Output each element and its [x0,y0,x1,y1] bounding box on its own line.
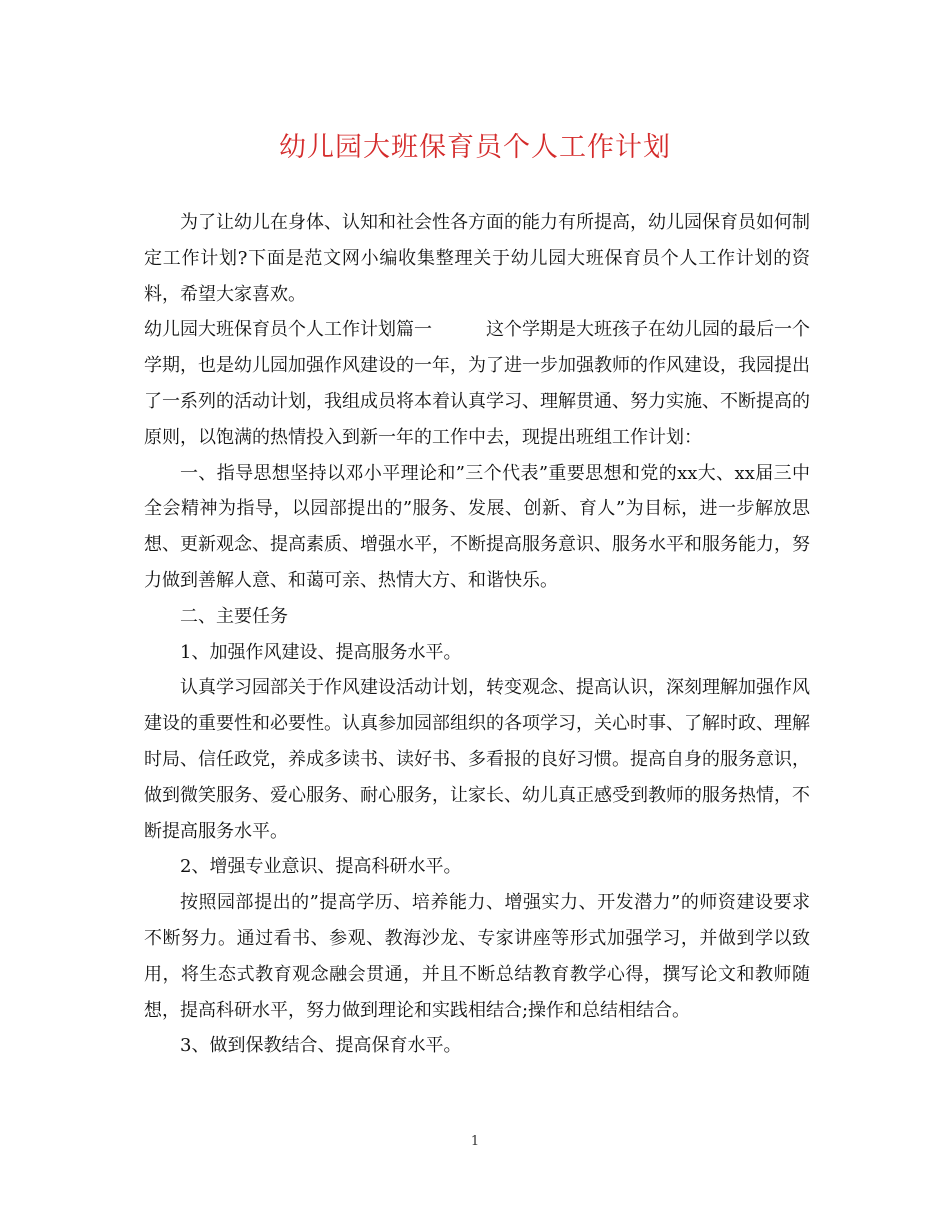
task-2-paragraph: 按照园部提出的”提高学历、培养能力、增强实力、开发潜力”的师资建设要求不断努力。通过看书、参观、教海沙龙、专家讲座等形式加强学习，并做到学以致用，将生态式教育观念融会贯通，并且不断总结教育教学心得，撰写论文和教师随想，提高科研水平，努力做到理论和实践相结合;操作和总结相结合。 [144,892,810,1021]
guiding-ideology-paragraph: 一、指导思想坚持以邓小平理论和”三个代表”重要思想和党的xx大、xx届三中全会精神为指导，以园部提出的”服务、发展、创新、育人”为目标，进一步解放思想、更新观念、提高素质、增强水平，不断提高服务意识、服务水平和服务能力，努力做到善解人意、和蔼可亲、热情大方、和谐快乐。 [144,462,810,591]
task-1-heading: 1、加强作风建设、提高服务水平。 [180,641,462,663]
task-2-heading: 2、增强专业意识、提高科研水平。 [180,856,462,878]
page-number: 1 [470,1134,480,1149]
intro-paragraph: 为了让幼儿在身体、认知和社会性各方面的能力有所提高，幼儿园保育员如何制定工作计划?下面是范文网小编收集整理关于幼儿园大班保育员个人工作计划的资料，希望大家喜欢。 [144,212,810,305]
document-body [144,205,810,1064]
task-1-paragraph: 认真学习园部关于作风建设活动计划，转变观念、提高认识，深刻理解加强作风建设的重要性和必要性。认真参加园部组织的各项学习，关心时事、了解时政、理解时局、信任政党，养成多读书、读好书、多看报的良好习惯。提高自身的服务意识，做到微笑服务、爱心服务、耐心服务，让家长、幼儿真正感受到教师的服务热情，不断提高服务水平。 [144,677,810,842]
main-tasks-heading: 二、主要任务 [180,605,288,627]
document-title: 幼儿园大班保育员个人工作计划 [279,132,671,163]
section-heading: 幼儿园大班保育员个人工作计划篇一 [144,319,432,341]
section-paragraph [144,312,810,455]
task-3-heading: 3、做到保教结合、提高保育水平。 [180,1035,462,1057]
section-intro: 这个学期是大班孩子在幼儿园的最后一个学期，也是幼儿园加强作风建设的一年，为了进一步加强教师的作风建设，我园提出了一系列的活动计划，我组成员将本着认真学习、理解贯通、努力实施、不断提高的原则，以饱满的热情投入到新一年的工作中去，现提出班组工作计划： [144,319,810,448]
